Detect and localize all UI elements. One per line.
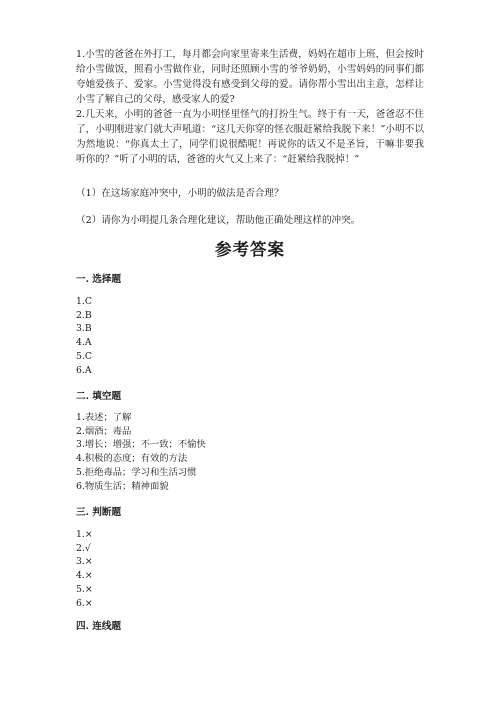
answer-item: 6.A	[76, 364, 92, 376]
answer-item: 6.物质生活；精神面貌	[76, 480, 169, 492]
section-heading-matching: 四. 连线题	[76, 621, 122, 632]
answer-item: 3.增长；增强；不一致；不愉快	[76, 439, 206, 451]
answer-item: 5.×	[76, 583, 93, 595]
answer-list-true-false	[76, 528, 93, 610]
answer-item: 1.×	[76, 529, 93, 540]
answer-item: 2.烟酒；毒品	[76, 425, 132, 437]
answer-item: 1.C	[76, 296, 92, 307]
answer-item: 5.拒绝毒品；学习和生活习惯	[76, 466, 197, 478]
question-block	[76, 47, 424, 167]
answer-list-choice	[76, 295, 92, 377]
sub-question-2: （2）请你为小明提几条合理化建议，帮助他正确处理这样的冲突。	[76, 215, 361, 226]
section-heading-choice: 一. 选择题	[76, 274, 122, 285]
question-paragraph-1: 1.小雪的爸爸在外打工，每月都会向家里寄来生活费，妈妈在超市上班，但会按时给小雪做饭，照看小雪做作业，同时还照顾小雪的爷爷奶奶，小雪妈妈的同事们都夸她爱孩子、爱家。小雪觉得没有感受到父母的爱。请你帮小雪出出主意，怎样让小雪了解自己的父母，感受家人的爱?	[76, 49, 424, 105]
answer-list-fill-blank	[76, 411, 206, 493]
answer-title: 参考答案	[215, 240, 285, 259]
answer-item: 4.×	[76, 570, 93, 582]
answer-item: 6.×	[76, 597, 93, 609]
section-heading-fill-blank: 二. 填空题	[76, 391, 122, 402]
answer-item: 3.B	[76, 323, 92, 335]
answer-item: 4.积极的态度；有效的方法	[76, 453, 188, 465]
answer-item: 1.表述；了解	[76, 412, 132, 423]
answer-item: 4.A	[76, 337, 92, 349]
question-paragraph-2: 2.几天来，小明的爸爸一直为小明怪里怪气的打扮生气。终于有一天，爸爸忍不住了，小明刚进家门就大声吼道：“这几天你穿的怪衣服赶紧给我脱下来！”小明不以为然地说：“你真太土了，同学们说很酷呢！再说你的话又不是圣旨，干嘛非要我听你的？”听了小明的话，爸爸的火气又上来了：“赶紧给我脱掉！”	[76, 109, 424, 165]
answer-item: 2.√	[76, 542, 91, 554]
section-heading-true-false: 三. 判断题	[76, 507, 122, 518]
answer-item: 2.B	[76, 309, 92, 321]
answer-item: 3.×	[76, 556, 93, 568]
sub-question-1: （1）在这场家庭冲突中，小明的做法是否合理？	[76, 188, 284, 199]
answer-item: 5.C	[76, 350, 92, 362]
